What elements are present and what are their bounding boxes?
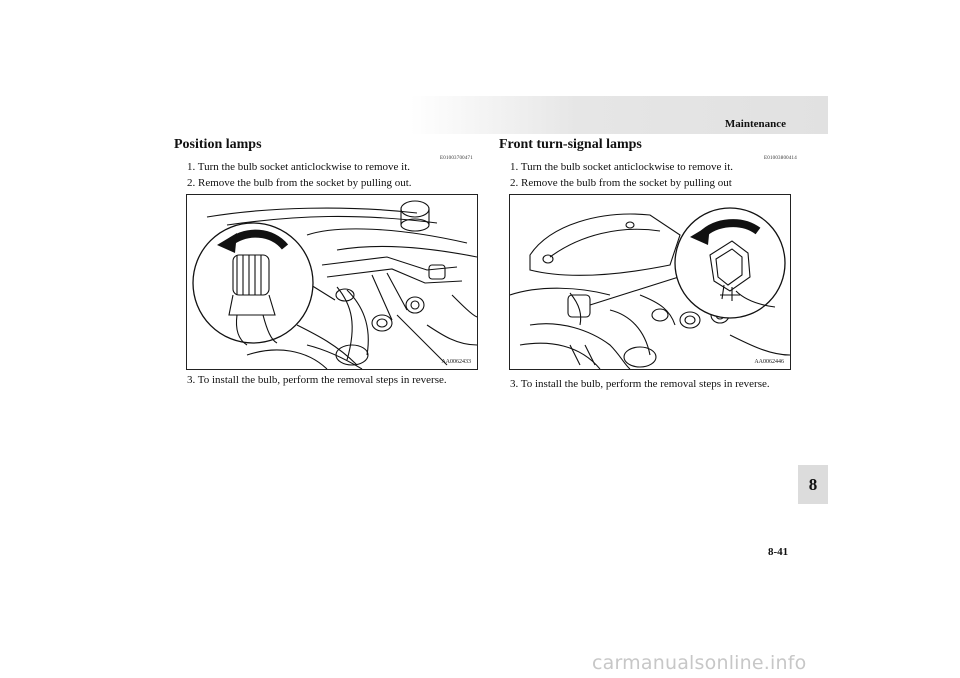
front-turn-signal-code: E01003800414	[764, 156, 797, 161]
left-step-3: 3. To install the bulb, perform the removal steps in reverse.	[187, 374, 447, 386]
engine-bay-illustration-right	[510, 195, 790, 369]
watermark: carmanualsonline.info	[592, 652, 807, 674]
engine-bay-illustration-left	[187, 195, 477, 369]
left-step-1: 1. Turn the bulb socket anticlockwise to remove it.	[187, 161, 411, 173]
page-number: 8-41	[768, 546, 789, 558]
left-step-2: 2. Remove the bulb from the socket by pulling out.	[187, 177, 412, 189]
front-turn-signal-title: Front turn-signal lamps	[499, 137, 642, 152]
header-title: Maintenance	[724, 118, 786, 130]
position-lamps-code: E01003700471	[440, 156, 473, 161]
position-lamp-figure-id: AA0062433	[441, 359, 471, 365]
turn-signal-figure	[509, 194, 791, 370]
position-lamp-figure	[186, 194, 478, 370]
right-step-1: 1. Turn the bulb socket anticlockwise to remove it.	[510, 161, 734, 173]
right-step-3: 3. To install the bulb, perform the removal steps in reverse.	[510, 378, 770, 390]
chapter-number: 8	[808, 474, 818, 494]
position-lamps-title: Position lamps	[174, 137, 262, 152]
chapter-tab	[798, 465, 828, 504]
right-step-2: 2. Remove the bulb from the socket by pulling out	[510, 177, 732, 189]
turn-signal-figure-id: AA0062446	[754, 359, 784, 365]
